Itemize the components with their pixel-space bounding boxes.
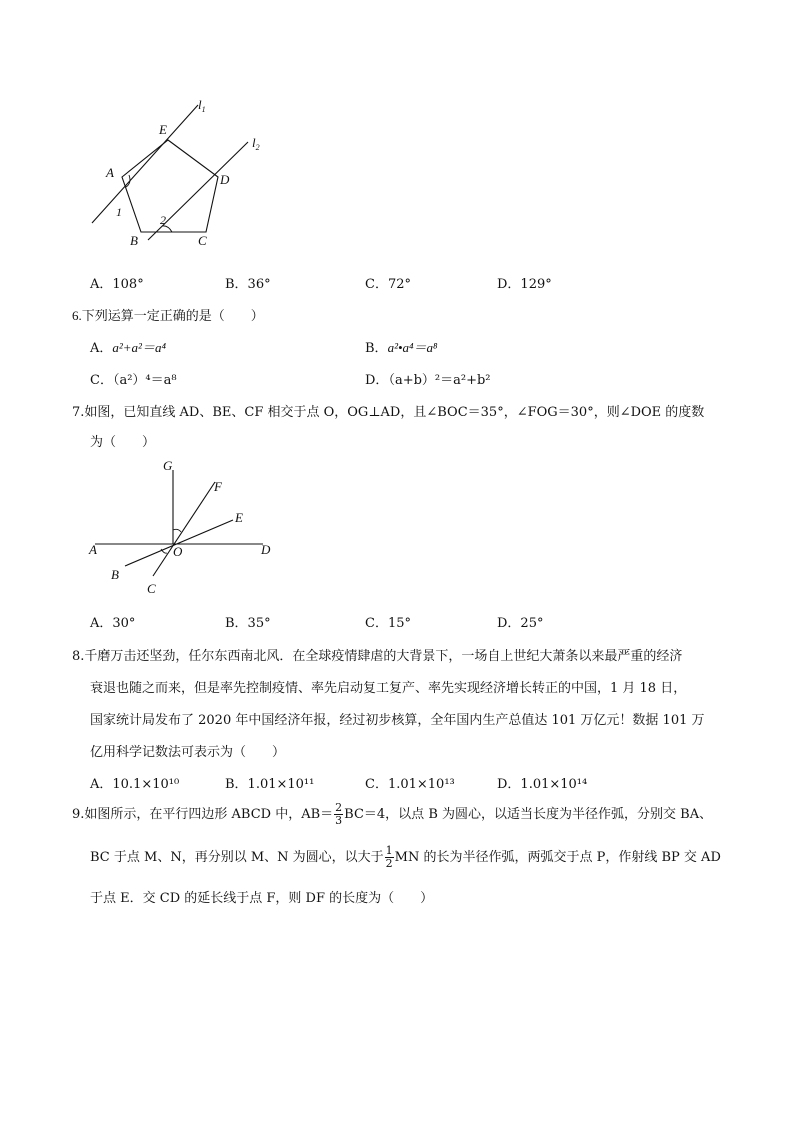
- q9-line2-text-b: MN 的长为半径作弧，两弧交于点 P，作射线 BP 交 AD: [394, 850, 721, 865]
- label-A: A: [106, 165, 114, 180]
- line-CF: [153, 482, 215, 576]
- q6-option-d-expr: （a+b）²＝a²+b²: [388, 373, 491, 388]
- q6-option-c[interactable]: [90, 369, 177, 388]
- fraction-denominator: 3: [335, 814, 343, 827]
- fraction-denominator: 2: [385, 857, 393, 870]
- line-BE: [125, 520, 233, 566]
- q6-option-d-label: D．: [365, 373, 389, 388]
- q9-line1-text-b: BC＝4，以点 B 为圆心，以适当长度为半径作弧，分别交 BA、: [344, 807, 713, 822]
- q9-line1-text-a: 9.如图所示，在平行四边形 ABCD 中，AB＝: [72, 807, 334, 822]
- q6-option-a-label: A．: [90, 341, 113, 356]
- q9-line1: [72, 802, 712, 827]
- label-F: F: [214, 479, 222, 494]
- label-C: C: [147, 581, 156, 596]
- q6-option-c-expr: （a²）⁴＝a⁸: [112, 373, 177, 388]
- fraction-two-thirds: [334, 802, 343, 827]
- lines-intersection-figure: [85, 458, 285, 598]
- q8-line2: 衰退也随之而来，但是率先控制疫情、率先启动复工复产、率先实现经济增长转正的中国，1 月 18 日，: [90, 681, 687, 696]
- label-E: E: [235, 510, 243, 525]
- q6-option-c-label: C．: [90, 373, 113, 388]
- q6-option-b[interactable]: [365, 337, 438, 356]
- q8-line1: 8.千磨万击还坚劲，任尔东西南北风．在全球疫情肆虐的大背景下，一场自上世纪大萧条以来最严重的经济: [72, 649, 683, 664]
- q5-option-a[interactable]: A．108°: [90, 277, 144, 292]
- fraction-one-half: [385, 845, 394, 870]
- q9-line3: 于点 E．交 CD 的延长线于点 F，则 DF 的长度为（ ）: [90, 891, 434, 906]
- q8-option-c[interactable]: C．1.01×10¹³: [365, 777, 455, 792]
- pentagon-figure: [80, 95, 280, 255]
- label-G: G: [163, 458, 173, 473]
- label-C: C: [198, 233, 207, 248]
- q9-line2: [90, 845, 721, 870]
- q9-line2-text-a: BC 于点 M、N，再分别以 M、N 为圆心，以大于: [90, 850, 384, 865]
- q7-option-d[interactable]: D．25°: [497, 616, 544, 631]
- q6-option-d[interactable]: [365, 369, 491, 388]
- q6-stem: 6.下列运算一定正确的是（ ）: [72, 308, 264, 323]
- q6-option-b-label: B．: [365, 341, 388, 356]
- label-l1: $l_1$: [198, 97, 206, 114]
- q8-option-d[interactable]: D．1.01×10¹⁴: [497, 777, 588, 792]
- q5-option-c[interactable]: C．72°: [365, 277, 411, 292]
- label-E: E: [159, 122, 167, 137]
- angle-FOG-arc: [173, 529, 181, 532]
- q8-option-a[interactable]: A．10.1×10¹⁰: [90, 777, 180, 792]
- q7-option-c[interactable]: C．15°: [365, 616, 411, 631]
- q7-option-b[interactable]: B．35°: [225, 616, 271, 631]
- fraction-numerator: 1: [385, 844, 393, 857]
- label-O: O: [173, 544, 183, 559]
- label-B: B: [130, 233, 138, 248]
- line-l1: [92, 105, 198, 223]
- label-angle-2: 2: [160, 213, 166, 227]
- q6-option-a[interactable]: [90, 337, 166, 356]
- label-angle-1: 1: [116, 205, 122, 219]
- label-l2: $l_2$: [252, 135, 260, 152]
- q8-line3: 国家统计局发布了 2020 年中国经济年报，经过初步核算，全年国内生产总值达 101 万亿元！数据 101 万: [90, 713, 705, 728]
- label-D: D: [261, 542, 271, 557]
- q8-line4: 亿用科学记数法可表示为（ ）: [90, 745, 286, 760]
- fraction-numerator: 2: [335, 801, 343, 814]
- label-D: D: [220, 172, 230, 187]
- q8-option-b[interactable]: B．1.01×10¹¹: [225, 777, 315, 792]
- label-B: B: [111, 567, 119, 582]
- q6-option-b-expr: a²•a⁴＝a⁸: [387, 340, 438, 355]
- q7-stem-line2: 为（ ）: [90, 435, 156, 450]
- q6-option-a-expr: a²+a²＝a⁴: [112, 340, 166, 355]
- q7-stem-line1: 7.如图，已知直线 AD、BE、CF 相交于点 O，OG⊥AD，且∠BOC＝35°，∠FOG＝30°，则∠DOE 的度数: [72, 405, 705, 420]
- label-A: A: [89, 542, 97, 557]
- q5-option-d[interactable]: D．129°: [497, 277, 552, 292]
- q7-option-a[interactable]: A．30°: [90, 616, 136, 631]
- q5-option-b[interactable]: B．36°: [225, 277, 271, 292]
